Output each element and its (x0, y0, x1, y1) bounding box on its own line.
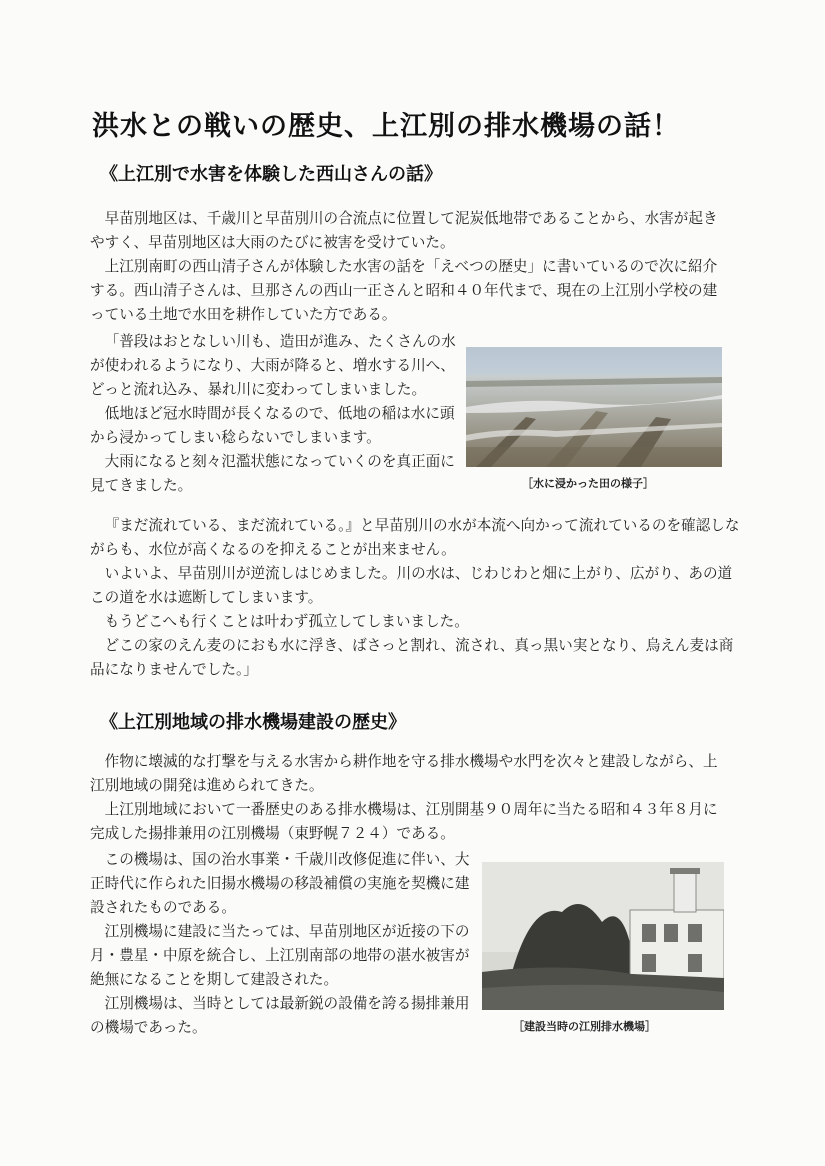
page-title: 洪水との戦いの歴史、上江別の排水機場の話！ (92, 111, 680, 142)
paragraph: 「普段はおとなしい川も、造田が進み、たくさんの水が使われるようになり、大雨が降ると、増水する川へ、どっと流れ込み、暴れ川に変わってしまいました。 (90, 333, 456, 398)
photo-caption: ［建設当時の江別排水機場］ (513, 1020, 656, 1033)
paragraph: この機場は、国の治水事業・千歳川改修促進に伴い、大正時代に作られた旧揚水機場の移設補償の実施を契機に建設されたものである。 (90, 851, 470, 916)
pump-station-photo (482, 862, 724, 1010)
paragraph: 上江別南町の西山清子さんが体験した水害の話を「えべつの歴史」に書いているので次に紹介する。西山清子さんは、旦那さんの西山一正さんと昭和４０年代まで、現在の上江別小学校の建っている土地で水田を耕作していた方である。 (90, 258, 718, 323)
paragraph: 作物に壊滅的な打撃を与える水害から耕作地を守る排水機場や水門を次々と建設しながら、上江別地域の開発は進められてきた。 (90, 753, 718, 794)
paragraph: 上江別地域において一番歴史のある排水機場は、江別開基９０周年に当たる昭和４３年８月に完成した揚排兼用の江別機場（東野幌７２４）である。 (90, 801, 718, 842)
quote-full-width (90, 514, 740, 682)
paragraph: 『まだ流れている、まだ流れている。』と早苗別川の水が本流へ向かって流れているのを確認しながらも、水位が高くなるのを抑えることが出来ません。 (90, 517, 740, 558)
photo-caption: ［水に浸かった田の様子］ (522, 477, 654, 490)
paragraph: 低地ほど冠水時間が長くなるので、低地の稲は水に頭から浸かってしまい稔らないでしまいます。 (90, 405, 455, 446)
section2-intro (90, 750, 730, 846)
section-heading-nishiyama: 《上江別で水害を体験した西山さんの話》 (100, 164, 442, 185)
paragraph: 江別機場は、当時としては最新鋭の設備を誇る揚排兼用の機場であった。 (90, 995, 470, 1036)
section1-intro (90, 207, 730, 327)
flooded-fields-photo (466, 347, 722, 467)
paragraph: 早苗別地区は、千歳川と早苗別川の合流点に位置して泥炭低地帯であることから、水害が起きやすく、早苗別地区は大雨のたびに被害を受けていた。 (90, 210, 718, 251)
paragraph: いよいよ、早苗別川が逆流しはじめました。川の水は、じわじわと畑に上がり、広がり、あの道この道を水は遮断してしまいます。 (90, 565, 733, 606)
quote-left-column (90, 330, 458, 498)
paragraph: 江別機場に建設に当たっては、早苗別地区が近接の下の月・豊星・中原を統合し、上江別南部の地帯の湛水被害が絶無になることを期して建設された。 (90, 923, 470, 988)
paragraph: 大雨になると刻々氾濫状態になっていくのを真正面に見てきました。 (90, 453, 455, 494)
section-heading-drainage-history: 《上江別地域の排水機場建設の歴史》 (100, 712, 406, 733)
paragraph: もうどこへも行くことは叶わず孤立してしまいました。 (104, 613, 469, 630)
paragraph: どこの家のえん麦のにおも水に浮き、ばさっと割れ、流され、真っ黒い実となり、烏えん麦は商品になりませんでした。」 (90, 637, 734, 678)
section2-left-column (90, 848, 470, 1040)
